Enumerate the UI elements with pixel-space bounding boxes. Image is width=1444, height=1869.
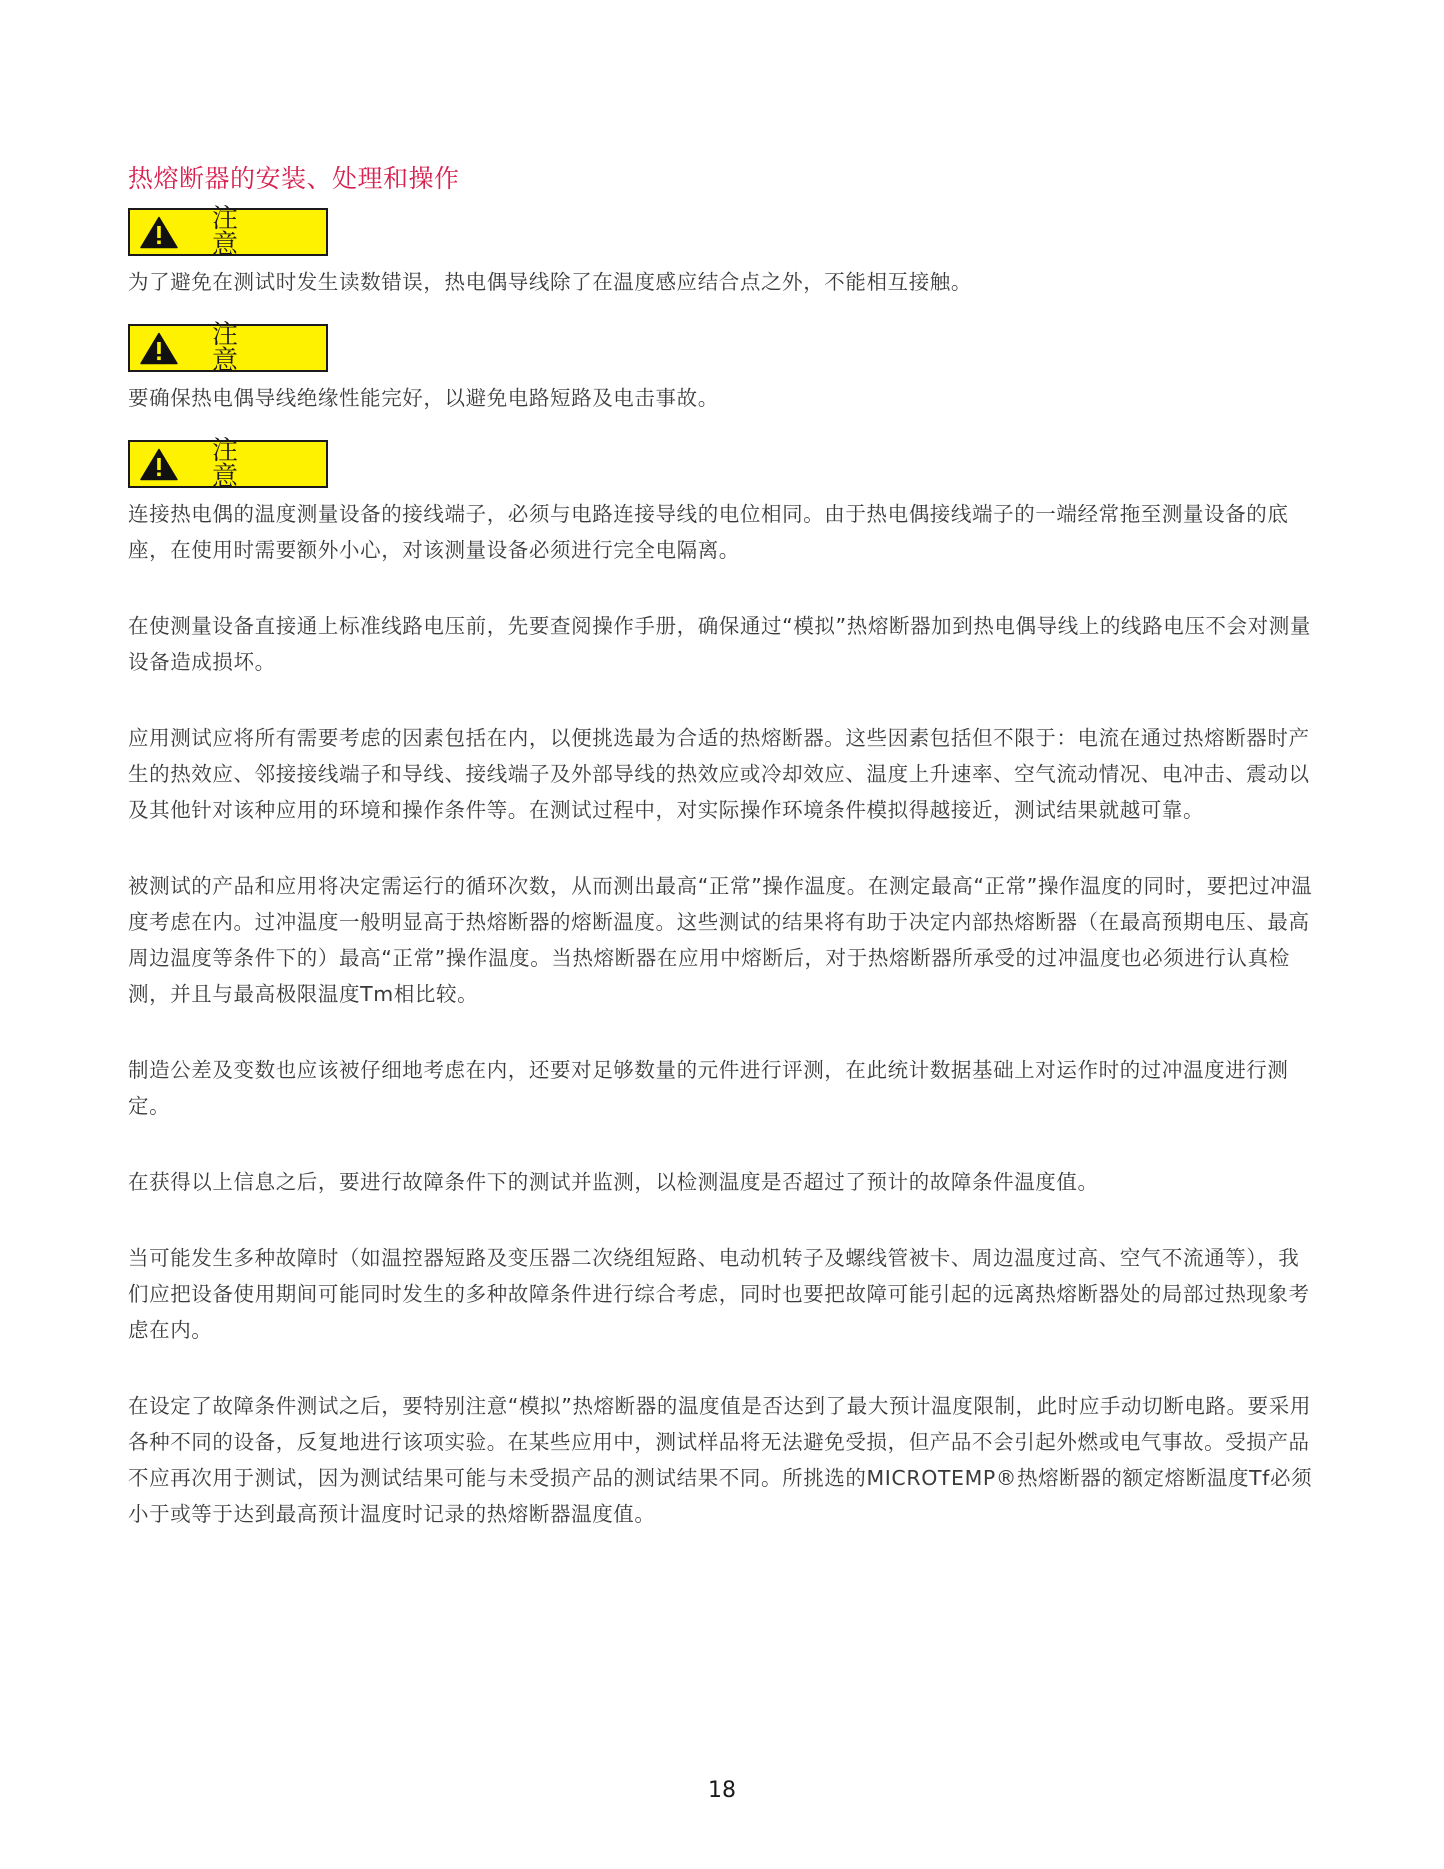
caution-box bbox=[128, 436, 328, 492]
warning-triangle-icon bbox=[140, 332, 178, 365]
caution-box bbox=[128, 320, 328, 376]
caution-label: 注 意 bbox=[211, 320, 256, 376]
caution-label: 注 意 bbox=[211, 436, 256, 492]
warning-triangle-icon bbox=[140, 216, 178, 249]
section-title: 热熔断器的安装、处理和操作 bbox=[128, 164, 460, 193]
body-paragraph: 在获得以上信息之后，要进行故障条件下的测试并监测，以检测温度是否超过了预计的故障条件温度值。 bbox=[128, 1170, 1099, 1194]
caution-box bbox=[128, 204, 328, 260]
body-paragraph: 应用测试应将所有需要考虑的因素包括在内，以便挑选最为合适的热熔断器。这些因素包括但不限于：电流在通过热熔断器时产生的热效应、邻接接线端子和导线、接线端子及外部导线的热效应或冷却效应、温度上升速率、空气流动情况、电冲击、震动以及其他针对该种应用的环境和操作条件等。在测试过程中，对实际操作环境条件模拟得越接近，测试结果就越可靠。 bbox=[128, 726, 1310, 822]
warning-triangle-icon bbox=[140, 448, 178, 481]
page-number: 18 bbox=[708, 1778, 736, 1803]
caution-label: 注 意 bbox=[211, 204, 256, 260]
body-paragraph: 在使测量设备直接通上标准线路电压前，先要查阅操作手册，确保通过“模拟”热熔断器加到热电偶导线上的线路电压不会对测量设备造成损坏。 bbox=[128, 614, 1311, 674]
page-content bbox=[128, 158, 1314, 1572]
body-paragraph: 当可能发生多种故障时（如温控器短路及变压器二次绕组短路、电动机转子及螺线管被卡、周边温度过高、空气不流通等），我们应把设备使用期间可能同时发生的多种故障条件进行综合考虑，同时也要把故障可能引起的远离热熔断器处的局部过热现象考虑在内。 bbox=[128, 1246, 1310, 1342]
body-paragraph: 在设定了故障条件测试之后，要特别注意“模拟”热熔断器的温度值是否达到了最大预计温度限制，此时应手动切断电路。要采用各种不同的设备，反复地进行该项实验。在某些应用中，测试样品将无法避免受损，但产品不会引起外燃或电气事故。受损产品不应再次用于测试，因为测试结果可能与未受损产品的测试结果不同。所挑选的MICROTEMP®热熔断器的额定熔断温度Tf必须小于或等于达到最高预计温度时记录的热熔断器温度值。 bbox=[128, 1394, 1313, 1526]
body-paragraph: 制造公差及变数也应该被仔细地考虑在内，还要对足够数量的元件进行评测，在此统计数据基础上对运作时的过冲温度进行测定。 bbox=[128, 1058, 1289, 1118]
caution-text: 连接热电偶的温度测量设备的接线端子，必须与电路连接导线的电位相同。由于热电偶接线端子的一端经常拖至测量设备的底座，在使用时需要额外小心，对该测量设备必须进行完全电隔离。 bbox=[128, 502, 1289, 562]
caution-text: 为了避免在测试时发生读数错误，热电偶导线除了在温度感应结合点之外，不能相互接触。 bbox=[128, 270, 972, 294]
body-paragraph: 被测试的产品和应用将决定需运行的循环次数，从而测出最高“正常”操作温度。在测定最高“正常”操作温度的同时，要把过冲温度考虑在内。过冲温度一般明显高于热熔断器的熔断温度。这些测试的结果将有助于决定内部热熔断器（在最高预期电压、最高周边温度等条件下的）最高“正常”操作温度。当热熔断器在应用中熔断后，对于热熔断器所承受的过冲温度也必须进行认真检测，并且与最高极限温度Tm相比较。 bbox=[128, 874, 1313, 1006]
caution-text: 要确保热电偶导线绝缘性能完好，以避免电路短路及电击事故。 bbox=[128, 386, 719, 410]
